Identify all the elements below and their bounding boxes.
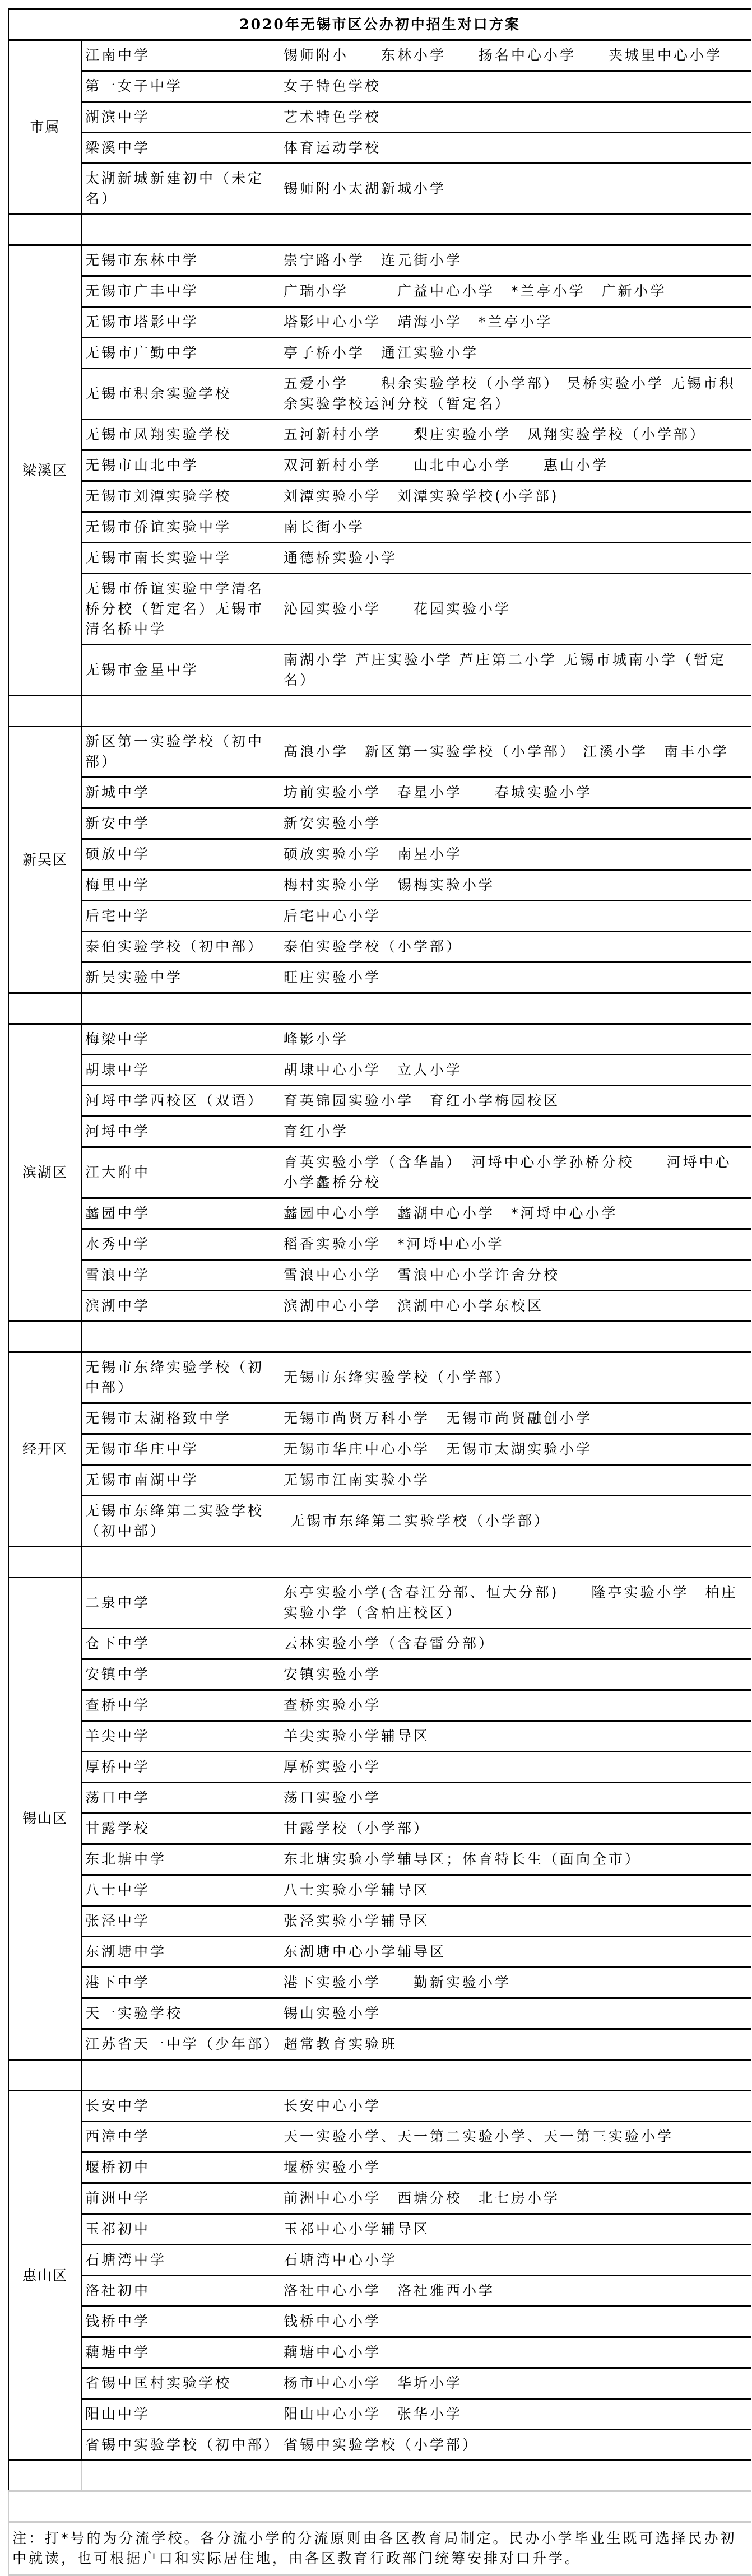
empty-cell — [280, 1547, 751, 1578]
middle-school-cell: 省锡中匡村实验学校 — [82, 2368, 280, 2399]
primary-schools-cell: 张泾实验小学辅导区 — [280, 1906, 751, 1937]
table-row — [9, 2245, 751, 2276]
table-row — [9, 2214, 751, 2245]
primary-schools-cell: 洛社中心小学 洛社雅西小学 — [280, 2276, 751, 2307]
middle-school-cell: 堰桥初中 — [82, 2152, 280, 2183]
empty-cell — [82, 993, 280, 1024]
primary-schools-cell: 体育运动学校 — [280, 133, 751, 164]
district-cell: 惠山区 — [9, 2091, 82, 2461]
primary-schools-cell: 甘露学校（小学部） — [280, 1814, 751, 1844]
primary-schools-cell: 刘潭实验小学 刘潭实验学校(小学部) — [280, 481, 751, 512]
empty-cell — [9, 1547, 82, 1578]
enrollment-table — [8, 8, 751, 2576]
middle-school-cell: 无锡市东绛实验学校（初中部） — [82, 1352, 280, 1403]
table-row — [9, 1783, 751, 1814]
title-row — [9, 9, 751, 40]
primary-schools-cell: 南湖小学 芦庄实验小学 芦庄第二小学 无锡市城南小学（暂定名） — [280, 645, 751, 696]
middle-school-cell: 港下中学 — [82, 1968, 280, 1998]
empty-cell — [82, 2060, 280, 2091]
empty-cell — [9, 2060, 82, 2091]
table-row — [9, 1117, 751, 1147]
table-row — [9, 2183, 751, 2214]
middle-school-cell: 二泉中学 — [82, 1578, 280, 1629]
middle-school-cell: 安镇中学 — [82, 1659, 280, 1690]
empty-cell — [82, 1547, 280, 1578]
middle-school-cell: 无锡市广勤中学 — [82, 338, 280, 369]
middle-school-cell: 江苏省天一中学（少年部） — [82, 2029, 280, 2060]
table-row — [9, 420, 751, 450]
middle-school-cell: 胡埭中学 — [82, 1055, 280, 1086]
primary-schools-cell: 双河新村小学 山北中心小学 惠山小学 — [280, 450, 751, 481]
table-row — [9, 2029, 751, 2060]
middle-school-cell: 湖滨中学 — [82, 102, 280, 133]
empty-cell — [280, 2461, 751, 2491]
middle-school-cell: 无锡市南湖中学 — [82, 1465, 280, 1496]
middle-school-cell: 江南中学 — [82, 40, 280, 71]
primary-schools-cell: 无锡市尚贤万科小学 无锡市尚贤融创小学 — [280, 1403, 751, 1434]
middle-school-cell: 无锡市侨谊实验中学清名桥分校（暂定名）无锡市清名桥中学 — [82, 574, 280, 645]
empty-cell — [82, 1322, 280, 1352]
primary-schools-cell: 厚桥实验小学 — [280, 1752, 751, 1783]
middle-school-cell: 无锡市东林中学 — [82, 245, 280, 276]
table-row — [9, 901, 751, 932]
table-row — [9, 1086, 751, 1117]
primary-schools-cell: 高浪小学 新区第一实验学校（小学部） 江溪小学 南丰小学 — [280, 727, 751, 778]
table-row — [9, 1578, 751, 1629]
middle-school-cell: 后宅中学 — [82, 901, 280, 932]
primary-schools-cell: 藕塘中心小学 — [280, 2337, 751, 2368]
middle-school-cell: 东湖塘中学 — [82, 1937, 280, 1968]
empty-cell — [9, 993, 82, 1024]
table-row — [9, 1814, 751, 1844]
table-row — [9, 2368, 751, 2399]
middle-school-cell: 羊尖中学 — [82, 1721, 280, 1752]
middle-school-cell: 太湖新城新建初中（未定名） — [82, 164, 280, 215]
primary-schools-cell: 东北塘实验小学辅导区；体育特长生（面向全市） — [280, 1844, 751, 1875]
middle-school-cell: 无锡市华庄中学 — [82, 1434, 280, 1465]
empty-cell — [9, 1322, 82, 1352]
table-row — [9, 2152, 751, 2183]
primary-schools-cell: 塔影中心小学 靖海小学 *兰亭小学 — [280, 307, 751, 338]
primary-schools-cell: 堰桥实验小学 — [280, 2152, 751, 2183]
spacer-row — [9, 1322, 751, 1352]
empty-cell — [9, 2491, 751, 2522]
middle-school-cell: 无锡市南长实验中学 — [82, 543, 280, 574]
middle-school-cell: 梅里中学 — [82, 870, 280, 901]
primary-schools-cell: 育英锦园实验小学 育红小学梅园校区 — [280, 1086, 751, 1117]
primary-schools-cell: 锡师附小 东林小学 扬名中心小学 夹城里中心小学 — [280, 40, 751, 71]
spacer-row — [9, 993, 751, 1024]
table-row — [9, 2430, 751, 2461]
table-row — [9, 1198, 751, 1229]
primary-schools-cell: 泰伯实验学校（小学部） — [280, 932, 751, 962]
district-cell: 经开区 — [9, 1352, 82, 1547]
middle-school-cell: 无锡市太湖格致中学 — [82, 1403, 280, 1434]
table-row — [9, 1629, 751, 1659]
table-row — [9, 1998, 751, 2029]
middle-school-cell: 无锡市积余实验学校 — [82, 369, 280, 420]
table-row — [9, 1690, 751, 1721]
table-body — [9, 9, 751, 2575]
middle-school-cell: 东北塘中学 — [82, 1844, 280, 1875]
middle-school-cell: 河埒中学西校区（双语） — [82, 1086, 280, 1117]
note-row — [9, 2522, 751, 2575]
middle-school-cell: 新吴实验中学 — [82, 962, 280, 993]
primary-schools-cell: 石塘湾中心小学 — [280, 2245, 751, 2276]
table-row — [9, 1260, 751, 1291]
primary-schools-cell: 雪浪中心小学 雪浪中心小学许舍分校 — [280, 1260, 751, 1291]
middle-school-cell: 无锡市刘潭实验学校 — [82, 481, 280, 512]
middle-school-cell: 无锡市广丰中学 — [82, 276, 280, 307]
table-row — [9, 1721, 751, 1752]
table-row — [9, 1403, 751, 1434]
middle-school-cell: 玉祁初中 — [82, 2214, 280, 2245]
middle-school-cell: 钱桥中学 — [82, 2307, 280, 2337]
table-row — [9, 870, 751, 901]
empty-cell — [82, 2461, 280, 2491]
primary-schools-cell: 查桥实验小学 — [280, 1690, 751, 1721]
table-row — [9, 2307, 751, 2337]
primary-schools-cell: 广瑞小学 广益中心小学 *兰亭小学 广新小学 — [280, 276, 751, 307]
primary-schools-cell: 前洲中心小学 西塘分校 北七房小学 — [280, 2183, 751, 2214]
primary-schools-cell: 南长街小学 — [280, 512, 751, 543]
middle-school-cell: 新城中学 — [82, 778, 280, 808]
primary-schools-cell: 东亭实验小学(含春江分部、恒大分部) 隆亭实验小学 柏庄实验小学（含柏庄校区） — [280, 1578, 751, 1629]
empty-cell — [9, 2461, 82, 2491]
primary-schools-cell: 无锡市东绛实验学校（小学部） — [280, 1352, 751, 1403]
primary-schools-cell: 梅村实验小学 锡梅实验小学 — [280, 870, 751, 901]
table-row — [9, 1844, 751, 1875]
table-row — [9, 645, 751, 696]
middle-school-cell: 厚桥中学 — [82, 1752, 280, 1783]
primary-schools-cell: 蠡园中心小学 蠡湖中心小学 *河埒中心小学 — [280, 1198, 751, 1229]
footnote: 注：打*号的为分流学校。各分流小学的分流原则由各区教育局制定。民办小学毕业生既可选择民办初中就读，也可根据户口和实际居住地，由各区教育行政部门统筹安排对口升学。 — [9, 2522, 751, 2575]
middle-school-cell: 省锡中实验学校（初中部） — [82, 2430, 280, 2461]
primary-schools-cell: 坊前实验小学 春星小学 春城实验小学 — [280, 778, 751, 808]
table-row — [9, 338, 751, 369]
primary-schools-cell: 省锡中实验学校（小学部） — [280, 2430, 751, 2461]
district-cell: 滨湖区 — [9, 1024, 82, 1322]
primary-schools-cell: 长安中心小学 — [280, 2091, 751, 2122]
table-row — [9, 778, 751, 808]
primary-schools-cell: 胡埭中心小学 立人小学 — [280, 1055, 751, 1086]
middle-school-cell: 无锡市凤翔实验学校 — [82, 420, 280, 450]
table-row — [9, 1875, 751, 1906]
empty-cell — [280, 1322, 751, 1352]
middle-school-cell: 查桥中学 — [82, 1690, 280, 1721]
table-row — [9, 727, 751, 778]
middle-school-cell: 荡口中学 — [82, 1783, 280, 1814]
middle-school-cell: 滨湖中学 — [82, 1291, 280, 1322]
primary-schools-cell: 峰影小学 — [280, 1024, 751, 1055]
middle-school-cell: 无锡市侨谊实验中学 — [82, 512, 280, 543]
table-row — [9, 932, 751, 962]
table-row — [9, 133, 751, 164]
primary-schools-cell: 港下实验小学 勤新实验小学 — [280, 1968, 751, 1998]
primary-schools-cell: 玉祁中心小学辅导区 — [280, 2214, 751, 2245]
middle-school-cell: 仓下中学 — [82, 1629, 280, 1659]
primary-schools-cell: 育英实验小学（含华晶） 河埒中心小学孙桥分校 河埒中心小学蠡桥分校 — [280, 1147, 751, 1198]
primary-schools-cell: 艺术特色学校 — [280, 102, 751, 133]
table-row — [9, 1434, 751, 1465]
table-row — [9, 1937, 751, 1968]
primary-schools-cell: 八士实验小学辅导区 — [280, 1875, 751, 1906]
middle-school-cell: 无锡市金星中学 — [82, 645, 280, 696]
middle-school-cell: 江大附中 — [82, 1147, 280, 1198]
middle-school-cell: 第一女子中学 — [82, 71, 280, 102]
table-row — [9, 2399, 751, 2430]
middle-school-cell: 石塘湾中学 — [82, 2245, 280, 2276]
middle-school-cell: 长安中学 — [82, 2091, 280, 2122]
primary-schools-cell: 后宅中心小学 — [280, 901, 751, 932]
table-row — [9, 1055, 751, 1086]
table-row — [9, 1659, 751, 1690]
primary-schools-cell: 超常教育实验班 — [280, 2029, 751, 2060]
table-row — [9, 369, 751, 420]
middle-school-cell: 八士中学 — [82, 1875, 280, 1906]
middle-school-cell: 无锡市东绛第二实验学校（初中部） — [82, 1496, 280, 1547]
middle-school-cell: 新安中学 — [82, 808, 280, 839]
primary-schools-cell: 沁园实验小学 花园实验小学 — [280, 574, 751, 645]
empty-cell — [280, 993, 751, 1024]
primary-schools-cell: 荡口实验小学 — [280, 1783, 751, 1814]
table-row — [9, 1352, 751, 1403]
table-row — [9, 1906, 751, 1937]
primary-schools-cell: 羊尖实验小学辅导区 — [280, 1721, 751, 1752]
primary-schools-cell: 无锡市东绛第二实验学校（小学部） — [280, 1496, 751, 1547]
district-cell: 新吴区 — [9, 727, 82, 993]
table-row — [9, 2276, 751, 2307]
table-row — [9, 481, 751, 512]
middle-school-cell: 藕塘中学 — [82, 2337, 280, 2368]
primary-schools-cell: 锡师附小太湖新城小学 — [280, 164, 751, 215]
table-row — [9, 574, 751, 645]
district-cell: 锡山区 — [9, 1578, 82, 2060]
primary-schools-cell: 女子特色学校 — [280, 71, 751, 102]
middle-school-cell: 天一实验学校 — [82, 1998, 280, 2029]
empty-cell — [280, 215, 751, 245]
primary-schools-cell: 无锡市江南实验小学 — [280, 1465, 751, 1496]
empty-cell — [280, 2060, 751, 2091]
table-row — [9, 1465, 751, 1496]
table-row — [9, 2122, 751, 2152]
table-row — [9, 1291, 751, 1322]
blank-row — [9, 2491, 751, 2522]
middle-school-cell: 硕放中学 — [82, 839, 280, 870]
primary-schools-cell: 硕放实验小学 南星小学 — [280, 839, 751, 870]
district-cell: 梁溪区 — [9, 245, 82, 696]
table-row — [9, 245, 751, 276]
table-title: 2020年无锡市区公办初中招生对口方案 — [9, 9, 751, 40]
table-row — [9, 40, 751, 71]
middle-school-cell: 泰伯实验学校（初中部） — [82, 932, 280, 962]
middle-school-cell: 张泾中学 — [82, 1906, 280, 1937]
spacer-row — [9, 1547, 751, 1578]
primary-schools-cell: 东湖塘中心小学辅导区 — [280, 1937, 751, 1968]
empty-cell — [82, 215, 280, 245]
spacer-row — [9, 215, 751, 245]
table-row — [9, 276, 751, 307]
empty-cell — [9, 696, 82, 727]
table-row — [9, 808, 751, 839]
table-row — [9, 1229, 751, 1260]
middle-school-cell: 洛社初中 — [82, 2276, 280, 2307]
table-row — [9, 164, 751, 215]
spacer-row — [9, 2060, 751, 2091]
primary-schools-cell: 稻香实验小学 *河埒中心小学 — [280, 1229, 751, 1260]
middle-school-cell: 梅梁中学 — [82, 1024, 280, 1055]
table-row — [9, 1024, 751, 1055]
table-row — [9, 102, 751, 133]
table-row — [9, 1496, 751, 1547]
table-row — [9, 2091, 751, 2122]
table-row — [9, 1752, 751, 1783]
middle-school-cell: 蠡园中学 — [82, 1198, 280, 1229]
primary-schools-cell: 杨市中心小学 华圻小学 — [280, 2368, 751, 2399]
primary-schools-cell: 钱桥中心小学 — [280, 2307, 751, 2337]
enrollment-table-container — [8, 8, 751, 2576]
primary-schools-cell: 旺庄实验小学 — [280, 962, 751, 993]
middle-school-cell: 新区第一实验学校（初中部） — [82, 727, 280, 778]
primary-schools-cell: 锡山实验小学 — [280, 1998, 751, 2029]
middle-school-cell: 甘露学校 — [82, 1814, 280, 1844]
table-row — [9, 1968, 751, 1998]
primary-schools-cell: 阳山中心小学 张华小学 — [280, 2399, 751, 2430]
primary-schools-cell: 崇宁路小学 连元街小学 — [280, 245, 751, 276]
table-row — [9, 450, 751, 481]
middle-school-cell: 雪浪中学 — [82, 1260, 280, 1291]
middle-school-cell: 河埒中学 — [82, 1117, 280, 1147]
primary-schools-cell: 五爱小学 积余实验学校（小学部） 吴桥实验小学 无锡市积余实验学校运河分校（暂定名） — [280, 369, 751, 420]
table-row — [9, 2337, 751, 2368]
spacer-row — [9, 696, 751, 727]
empty-cell — [82, 696, 280, 727]
middle-school-cell: 水秀中学 — [82, 1229, 280, 1260]
primary-schools-cell: 亭子桥小学 通江实验小学 — [280, 338, 751, 369]
middle-school-cell: 梁溪中学 — [82, 133, 280, 164]
primary-schools-cell: 五河新村小学 梨庄实验小学 凤翔实验学校（小学部） — [280, 420, 751, 450]
primary-schools-cell: 天一实验小学、天一第二实验小学、天一第三实验小学 — [280, 2122, 751, 2152]
table-row — [9, 307, 751, 338]
empty-cell — [280, 696, 751, 727]
primary-schools-cell: 滨湖中心小学 滨湖中心小学东校区 — [280, 1291, 751, 1322]
table-row — [9, 543, 751, 574]
table-row — [9, 71, 751, 102]
primary-schools-cell: 安镇实验小学 — [280, 1659, 751, 1690]
table-row — [9, 1147, 751, 1198]
table-row — [9, 839, 751, 870]
table-row — [9, 962, 751, 993]
empty-cell — [9, 215, 82, 245]
middle-school-cell: 西漳中学 — [82, 2122, 280, 2152]
primary-schools-cell: 云林实验小学（含春雷分部） — [280, 1629, 751, 1659]
primary-schools-cell: 通德桥实验小学 — [280, 543, 751, 574]
district-cell: 市属 — [9, 40, 82, 215]
primary-schools-cell: 育红小学 — [280, 1117, 751, 1147]
middle-school-cell: 无锡市塔影中学 — [82, 307, 280, 338]
primary-schools-cell: 新安实验小学 — [280, 808, 751, 839]
middle-school-cell: 无锡市山北中学 — [82, 450, 280, 481]
middle-school-cell: 阳山中学 — [82, 2399, 280, 2430]
spacer-row — [9, 2461, 751, 2491]
table-row — [9, 512, 751, 543]
primary-schools-cell: 无锡市华庄中心小学 无锡市太湖实验小学 — [280, 1434, 751, 1465]
middle-school-cell: 前洲中学 — [82, 2183, 280, 2214]
